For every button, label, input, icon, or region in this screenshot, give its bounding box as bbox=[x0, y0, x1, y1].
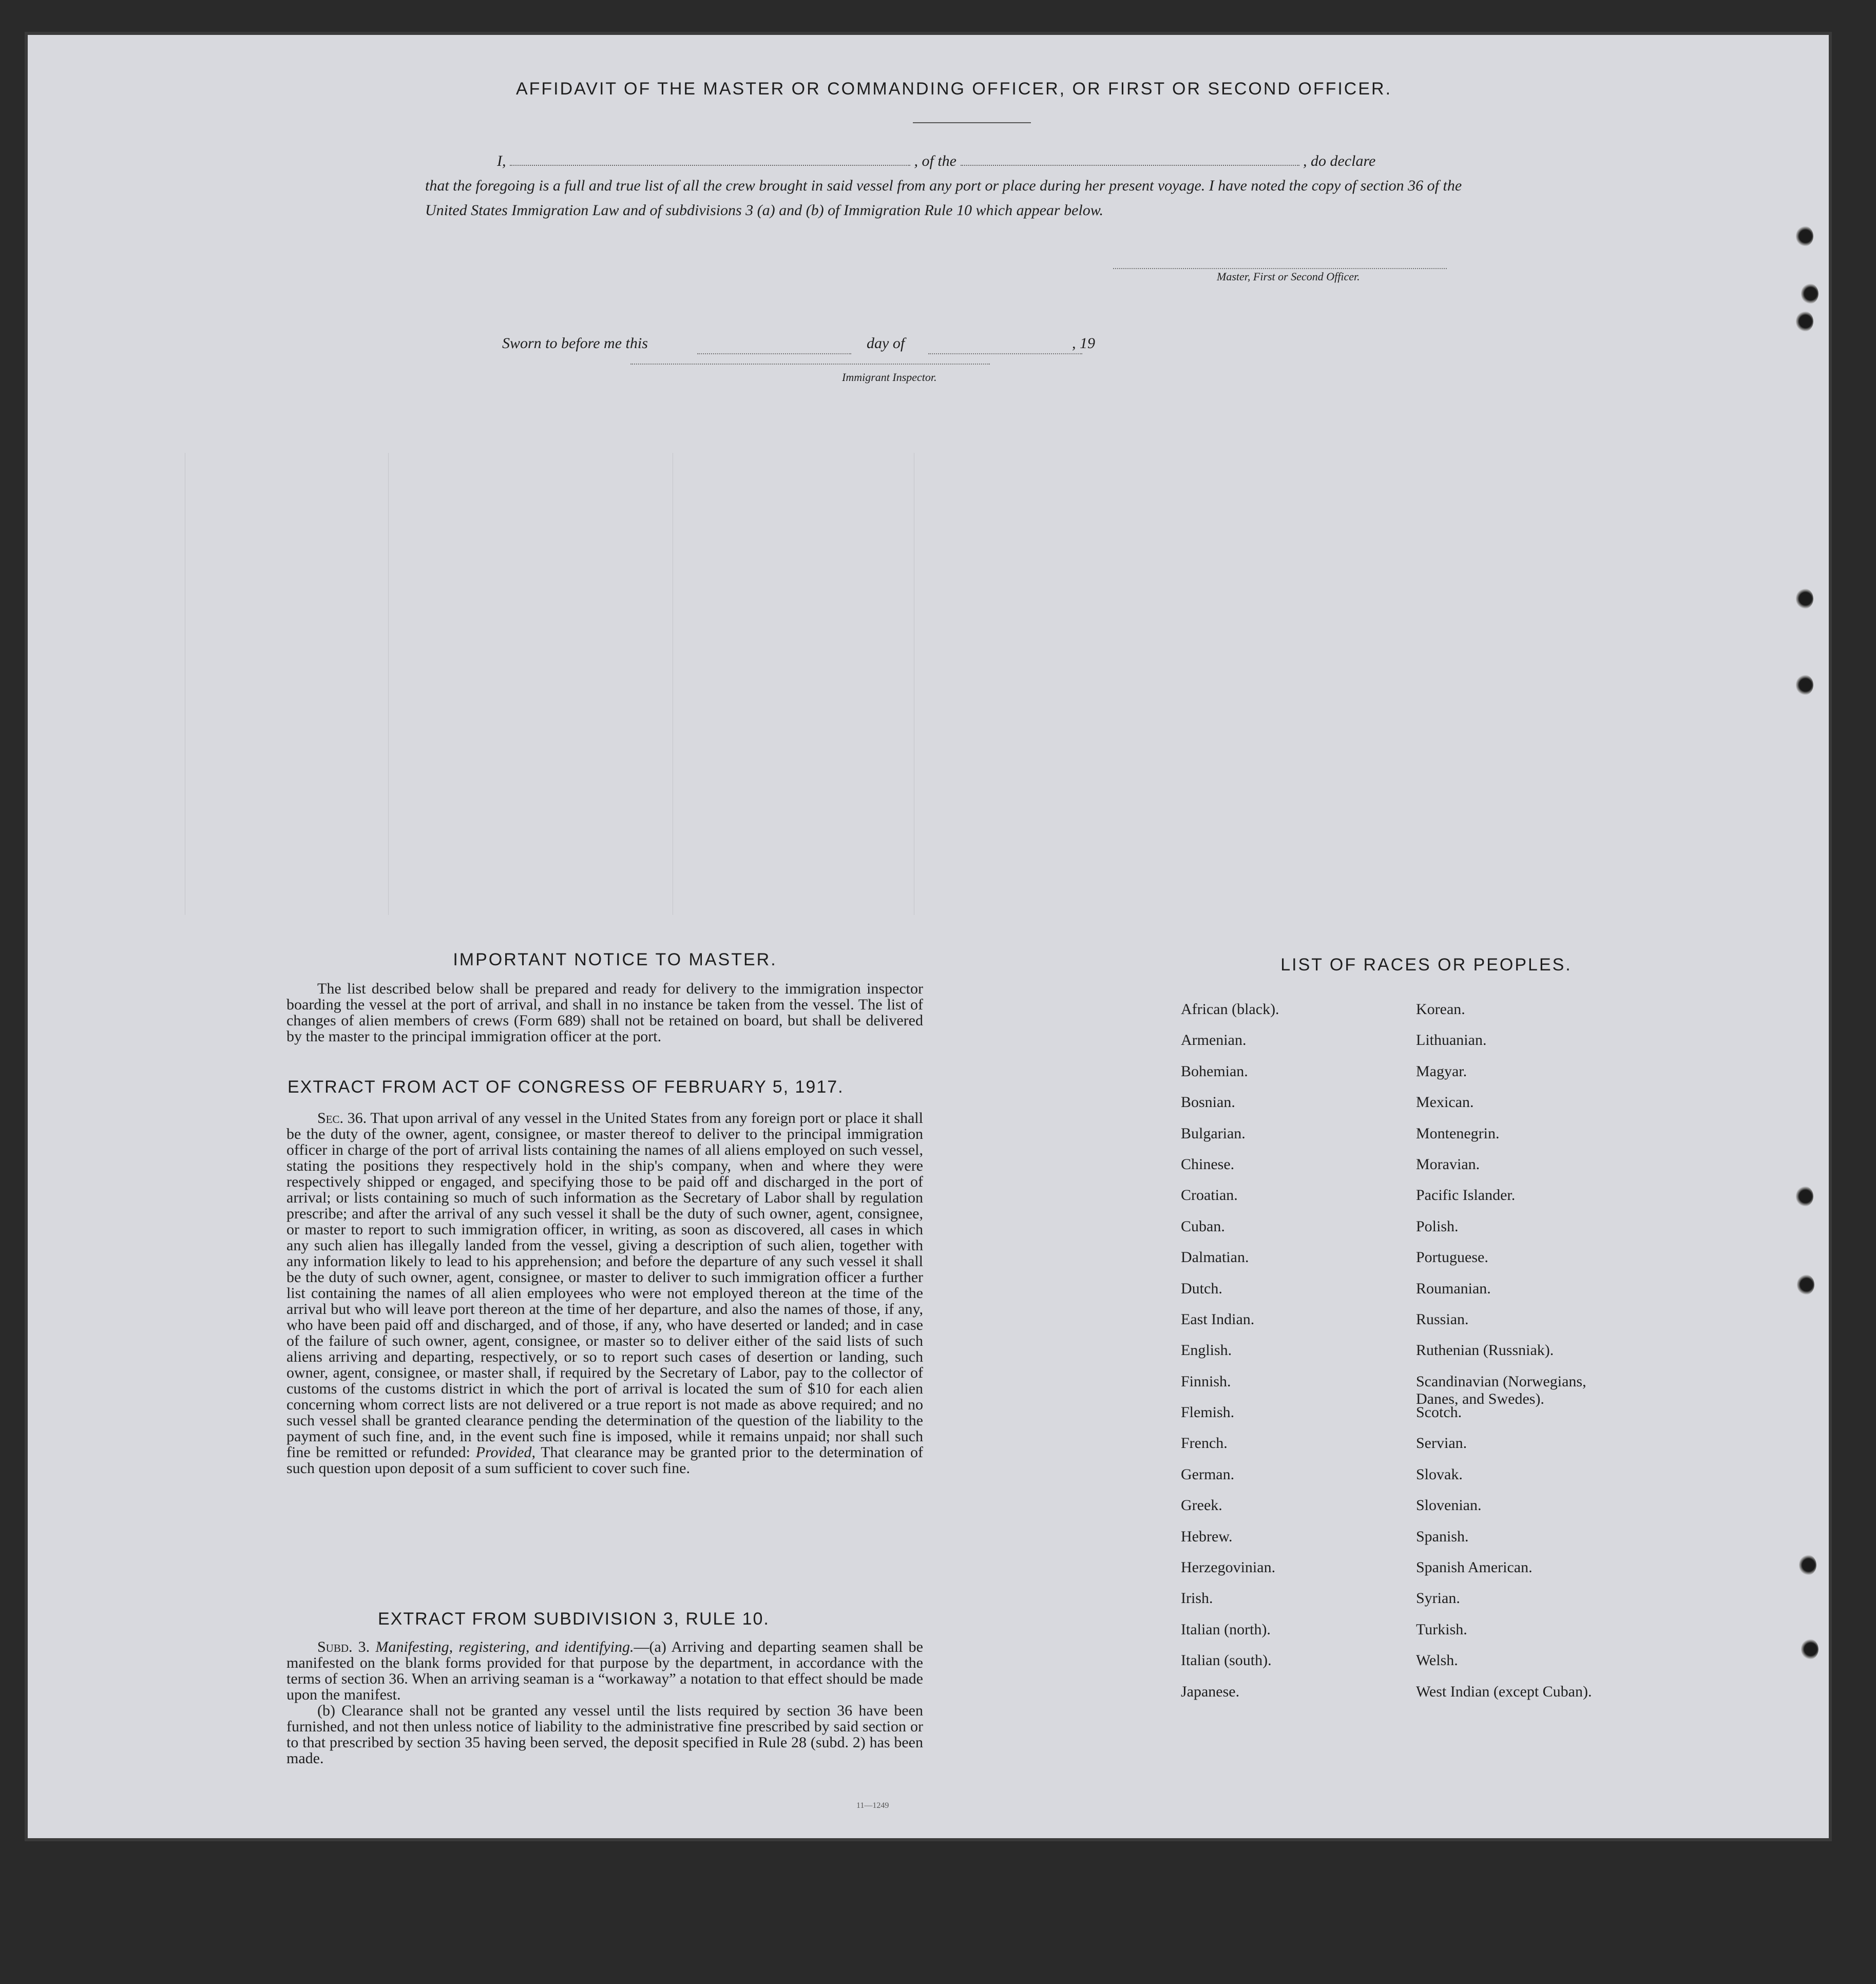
notice-paragraph: The list described below shall be prepared and ready for delivery to the immigration inspector boarding the vessel at the port of arrival, and shall in no instance be taken from the vessel. The list of changes of alien members of crews (Form 689) shall not be retained on board, but shall be delivered by the master to the principal immigration officer at the port. bbox=[286, 980, 923, 1045]
race-item: Welsh. bbox=[1416, 1652, 1458, 1669]
act-extract-title: EXTRACT FROM ACT OF CONGRESS OF FEBRUARY 5, 1917. bbox=[288, 1077, 844, 1097]
race-item: African (black). bbox=[1181, 1001, 1279, 1018]
race-item: Syrian. bbox=[1416, 1590, 1460, 1607]
race-item: German. bbox=[1181, 1465, 1235, 1483]
race-item: Pacific Islander. bbox=[1416, 1187, 1516, 1204]
binder-hole bbox=[1796, 311, 1813, 332]
race-item: East Indian. bbox=[1181, 1310, 1255, 1328]
race-item: Montenegrin. bbox=[1416, 1124, 1500, 1142]
race-item: Ruthenian (Russniak). bbox=[1416, 1342, 1554, 1359]
race-item: Scotch. bbox=[1416, 1404, 1462, 1421]
rule-extract-title: EXTRACT FROM SUBDIVISION 3, RULE 10. bbox=[378, 1609, 770, 1629]
race-item: Moravian. bbox=[1416, 1155, 1480, 1173]
race-item: Bohemian. bbox=[1181, 1062, 1248, 1080]
section-body: That upon arrival of any vessel in the United States from any foreign port or place it shall be the duty of the owner, agent, consignee, or master thereof to deliver to the principal immigration officer in charge of the port of arrival lists containing the names of all aliens employed on such vessel, stating the positions they respectively hold in the ship's company, when and where they were respectively shipped or engaged, and specifying those to be paid off and discharged in the port of arrival; or lists containing so much of such information as the Secretary of Labor shall by regulation prescribe; and after the arrival of any such vessel it shall be the duty of such owner, agent, consignee, or master to report to such immigration officer, in writing, as soon as discovered, all cases in which any such alien has illegally landed from the vessel, giving a description of such alien, together with any information likely to lead to his apprehension; and before the departure of any such vessel it shall be the duty of such owner, agent, consignee, or master to deliver to such immigration officer a further list containing the names of all alien employees who were not employed thereon at the time of the arrival but who will leave port thereon at the time of her departure, and also the names of those, if any, who have been paid off and discharged, and of those, if any, who have deserted or landed; and in case of the failure of such owner, agent, consignee, or master so to deliver either of the said lists of such aliens arriving and departing, respectively, or so to report such cases of desertion or landing, such owner, agent, consignee, or master shall, if required by the Secretary of Labor, pay to the collector of customs of the customs district in which the port of arrival is located the sum of $10 for each alien concerning whom correct lists are not delivered or a true report is not made as above required; and no such vessel shall be granted clearance pending the determination of the question of the liability to the payment of such fine, and, in the event such fine is imposed, while it remains unpaid; nor shall such fine be remitted or refunded: bbox=[286, 1110, 923, 1461]
race-item: Slovak. bbox=[1416, 1465, 1463, 1483]
race-item: Slovenian. bbox=[1416, 1497, 1482, 1514]
race-item: Scandinavian (Norwegians, Danes, and Swedes). bbox=[1416, 1372, 1586, 1407]
rule-extract-text bbox=[286, 1639, 923, 1766]
races-title: LIST OF RACES OR PEOPLES. bbox=[1280, 955, 1572, 975]
declaration-block bbox=[425, 149, 1488, 223]
race-item: Polish. bbox=[1416, 1217, 1459, 1235]
subdivision-b-paragraph: (b) Clearance shall not be granted any vessel until the lists required by section 36 have been furnished, and not then unless notice of liability to the administrative fine prescribed by said section or to that prescribed by section 35 having been served, the deposit specified in Rule 28 (subd. 2) has been made. bbox=[286, 1702, 923, 1767]
sworn-label: Sworn to before me this bbox=[502, 335, 648, 352]
race-item: Russian. bbox=[1416, 1310, 1469, 1328]
race-item: Irish. bbox=[1181, 1590, 1213, 1607]
i-label: I, bbox=[497, 152, 506, 169]
race-item: Dalmatian. bbox=[1181, 1249, 1249, 1266]
race-item: Chinese. bbox=[1181, 1155, 1235, 1173]
races-left-column bbox=[1181, 1001, 1279, 1714]
race-item: Italian (north). bbox=[1181, 1620, 1271, 1638]
race-item: Greek. bbox=[1181, 1497, 1222, 1514]
race-item: English. bbox=[1181, 1342, 1232, 1359]
declaration-text: that the foregoing is a full and true list of all the crew brought in said vessel from any port or place during her present voyage. I have noted the copy of section 36 of the United States Immigration Law and of subdivisions 3 (a) and (b) of Immigration Rule 10 which appear below. bbox=[425, 177, 1462, 219]
race-item: Bulgarian. bbox=[1181, 1124, 1246, 1142]
section-label: Sec. 36. bbox=[317, 1110, 367, 1127]
race-item: Italian (south). bbox=[1181, 1652, 1272, 1669]
year-label: , 19 bbox=[1072, 335, 1095, 352]
master-signature-line[interactable] bbox=[1113, 268, 1447, 269]
race-item: Lithuanian. bbox=[1416, 1032, 1487, 1049]
race-item: Servian. bbox=[1416, 1435, 1467, 1452]
faint-column-rule bbox=[388, 453, 389, 915]
name-blank[interactable] bbox=[510, 154, 910, 166]
race-item: Bosnian. bbox=[1181, 1094, 1235, 1111]
race-item: Korean. bbox=[1416, 1001, 1465, 1018]
vessel-blank[interactable] bbox=[961, 154, 1299, 166]
race-item: Roumanian. bbox=[1416, 1280, 1491, 1297]
provided-label: Provided, bbox=[475, 1444, 535, 1461]
binder-hole bbox=[1796, 588, 1813, 609]
binder-hole bbox=[1801, 1639, 1818, 1659]
subdivision-heading: Manifesting, registering, and identifying. bbox=[375, 1638, 634, 1655]
notice-title: IMPORTANT NOTICE TO MASTER. bbox=[453, 950, 777, 969]
race-item: Turkish. bbox=[1416, 1620, 1467, 1638]
race-item: French. bbox=[1181, 1435, 1228, 1452]
affidavit-title: AFFIDAVIT OF THE MASTER OR COMMANDING OFFICER, OR FIRST OR SECOND OFFICER. bbox=[515, 79, 1392, 99]
race-item: Japanese. bbox=[1181, 1683, 1240, 1700]
binder-hole bbox=[1799, 1555, 1816, 1575]
binder-hole bbox=[1801, 283, 1818, 304]
do-declare-label: , do declare bbox=[1303, 152, 1376, 169]
race-item: Croatian. bbox=[1181, 1187, 1238, 1204]
race-item: Herzegovinian. bbox=[1181, 1559, 1276, 1576]
binder-hole bbox=[1796, 226, 1813, 246]
subdivision-a-paragraph bbox=[286, 1639, 923, 1703]
day-blank[interactable] bbox=[697, 353, 851, 354]
subdivision-a-text: —(a) Arriving and departing seamen shall be manifested on the blank forms provided for that purpose by the department, in accordance with the terms of section 36. When an arriving seaman is a “workaway” a notation to that effect should be made upon the manifest. bbox=[286, 1638, 923, 1703]
document-page bbox=[25, 32, 1832, 1841]
title-rule bbox=[913, 122, 1031, 123]
of-the-label: , of the bbox=[914, 152, 956, 169]
race-item: Portuguese. bbox=[1416, 1249, 1488, 1266]
race-item: West Indian (except Cuban). bbox=[1416, 1683, 1592, 1700]
race-item: Cuban. bbox=[1181, 1217, 1225, 1235]
subdivision-label: Subd. 3. bbox=[317, 1638, 370, 1655]
section-36-paragraph bbox=[286, 1110, 923, 1476]
section-body-end: That clearance may be granted prior to the determination of such question upon deposit of a sum sufficient to cover such fine. bbox=[286, 1444, 924, 1477]
binder-hole bbox=[1796, 675, 1813, 695]
race-item: Hebrew. bbox=[1181, 1528, 1233, 1545]
inspector-signature-line[interactable] bbox=[630, 364, 990, 365]
notice-text bbox=[286, 981, 923, 1044]
race-item: Spanish. bbox=[1416, 1528, 1469, 1545]
day-of-label: day of bbox=[867, 335, 905, 352]
race-item: Flemish. bbox=[1181, 1404, 1235, 1421]
race-item: Dutch. bbox=[1181, 1280, 1222, 1297]
race-item: Spanish American. bbox=[1416, 1559, 1533, 1576]
form-number: 11—1249 bbox=[856, 1801, 889, 1810]
race-item: Magyar. bbox=[1416, 1062, 1467, 1080]
declaration-first-line bbox=[425, 149, 1488, 174]
month-blank[interactable] bbox=[928, 353, 1082, 354]
races-right-column bbox=[1416, 1001, 1592, 1714]
binder-hole bbox=[1797, 1274, 1814, 1295]
race-item: Mexican. bbox=[1416, 1094, 1474, 1111]
race-item: Armenian. bbox=[1181, 1032, 1247, 1049]
act-extract-text bbox=[286, 1110, 923, 1476]
inspector-caption: Immigrant Inspector. bbox=[842, 371, 937, 384]
race-item: Finnish. bbox=[1181, 1372, 1231, 1390]
master-signature-caption: Master, First or Second Officer. bbox=[1217, 270, 1360, 283]
binder-hole bbox=[1796, 1186, 1813, 1207]
